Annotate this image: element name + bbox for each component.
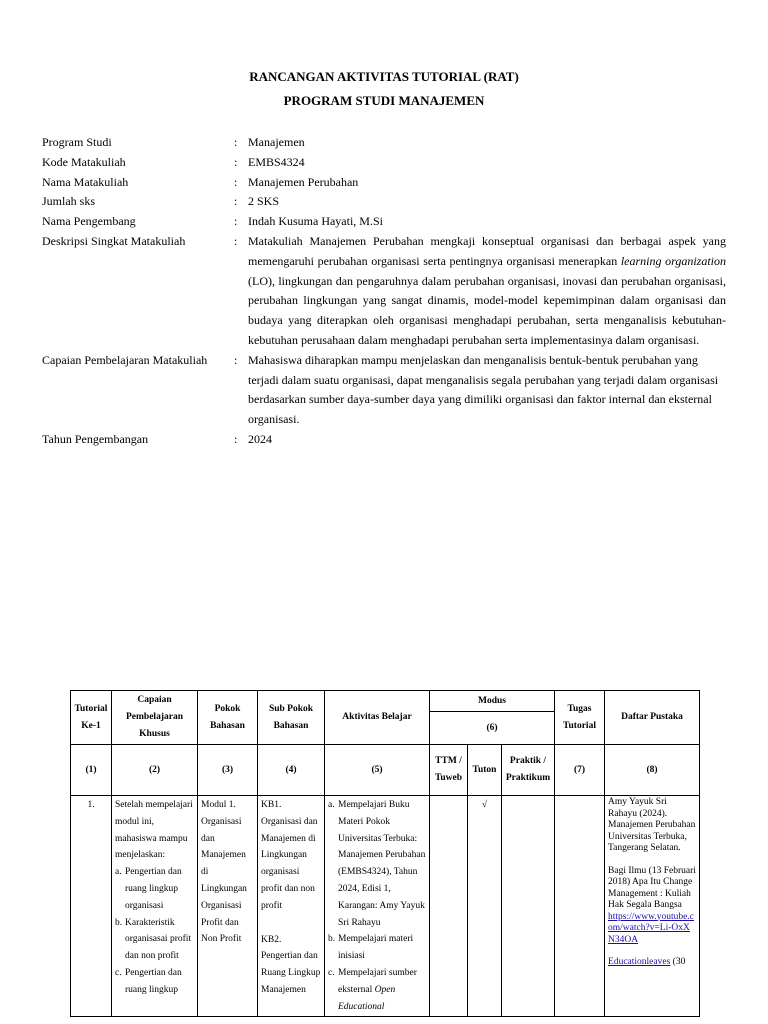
info-value: 2024 [248, 431, 272, 446]
list-marker: a. [115, 867, 122, 878]
list-marker: b. [115, 917, 123, 928]
list-item-text: Mempelajari sumber eksternal [338, 967, 417, 995]
pustaka-link[interactable]: Educationleaves [608, 957, 671, 967]
list-item-text: Pengertian dan ruang lingkup organisasi [125, 867, 182, 911]
list-item [115, 915, 194, 965]
info-colon: : [234, 154, 238, 169]
col-number-8: (8) [605, 745, 700, 796]
header-tugas: Tugas Tutorial [555, 691, 605, 745]
header-modus: Modus [430, 691, 555, 712]
info-label: Nama Pengembang [42, 214, 136, 229]
list-item [328, 931, 426, 965]
cell-tugas [555, 796, 605, 1017]
header-modus-number: (6) [430, 712, 555, 745]
col-number-3: (3) [198, 745, 258, 796]
aktivitas-list [328, 797, 426, 1015]
cell-daftar-pustaka [605, 796, 700, 1017]
list-item [115, 965, 194, 999]
course-info [42, 133, 726, 450]
capaian-list [115, 864, 194, 998]
info-row-capaian [42, 351, 726, 430]
pustaka-link[interactable]: https://www.youtube.com/watch?v=Li-OxXN34OA [608, 911, 694, 945]
cell-pokok-bahasan: Modul 1. Organisasi dan Manajemen di Lingkungan Organisasi Profit dan Non Profit [198, 796, 258, 1017]
col-number-2: (2) [112, 745, 198, 796]
col-number-7: (7) [555, 745, 605, 796]
deskripsi-text: Matakuliah Manajemen Perubahan mengkaji konseptual organisasi dan berbagai aspek yang memengaruhi perubahan organisasi serta pentingnya organisasi menerapkan [248, 233, 726, 268]
col-number-4: (4) [258, 745, 325, 796]
info-value: 2 SKS [248, 194, 280, 209]
capaian-intro: Setelah mempelajari modul ini, mahasiswa mampu menjelaskan: [115, 800, 193, 861]
info-colon: : [234, 194, 238, 209]
info-value: Mahasiswa diharapkan mampu menjelaskan dan menganalisis bentuk-bentuk perubahan yang terjadi dalam suatu organisasi, dapat menganalisis segala perubahan yang terjadi dalam organisasi berdasarkan sumber daya-sumber daya yang dimiliki organisasi dan faktor internal dan eksternal organisasi. [248, 352, 719, 427]
info-row-sks [42, 192, 726, 212]
list-marker: c. [115, 967, 122, 978]
header-sub-pokok-bahasan: Sub Pokok Bahasan [258, 691, 325, 745]
list-item [328, 797, 426, 931]
info-value: Indah Kusuma Hayati, M.Si [248, 214, 383, 229]
header-capaian: Capaian Pembelajaran Khusus [112, 691, 198, 745]
list-marker: a. [328, 800, 335, 810]
info-row-program-studi [42, 133, 726, 153]
info-value: EMBS4324 [248, 154, 305, 169]
col-number-5: (5) [325, 745, 430, 796]
list-item-italic: Open Educational [338, 984, 396, 1012]
table-row [71, 796, 700, 1017]
document-subtitle: PROGRAM STUDI MANAJEMEN [283, 93, 485, 108]
list-item-text: Karakteristik organisasai profit dan non profit [125, 917, 192, 962]
info-row-tahun [42, 430, 726, 450]
info-label: Capaian Pembelajaran Matakuliah [42, 352, 208, 367]
header-pokok-bahasan: Pokok Bahasan [198, 691, 258, 745]
header-ttm: TTM / Tuweb [430, 745, 468, 796]
info-value: Manajemen [248, 135, 305, 149]
info-row-nama-matakuliah [42, 173, 726, 193]
document-title: RANCANGAN AKTIVITAS TUTORIAL (RAT) [249, 69, 519, 84]
sub-pokok-kb1: KB1. Organisasi dan Manajemen di Lingkungan organisasi profit dan non profit [261, 800, 318, 911]
info-label: Tahun Pengembangan [42, 431, 149, 446]
pustaka-entry-text: (30 [670, 957, 686, 967]
cell-sub-pokok-bahasan [258, 796, 325, 1017]
info-label: Kode Matakuliah [42, 154, 126, 169]
tutorial-activity-table [70, 690, 700, 1017]
info-row-deskripsi [42, 232, 726, 351]
pustaka-entry [608, 957, 696, 969]
header-pustaka: Daftar Pustaka [605, 691, 700, 745]
info-value: Manajemen Perubahan [248, 174, 359, 189]
info-colon: : [234, 431, 238, 446]
list-marker: c. [328, 967, 335, 978]
header-tuton: Tuton [468, 745, 502, 796]
info-colon: : [234, 135, 238, 149]
list-item-text: Mempelajari materi inisiasi [338, 934, 414, 962]
sub-pokok-kb2: KB2. Pengertian dan Ruang Lingkup Manajemen [261, 934, 321, 995]
deskripsi-text-cont: (LO), lingkungan dan pengaruhnya dalam perubahan organisasi, inovasi dan perubahan organisasi, perubahan lingkungan yang sangat dinamis, model-model kepemimpinan dalam organisasi dan budaya yang diterapkan oleh organisasi menghadapi perubahan, serta menganalisis kebutuhan-kebutuhan perusahaan dalam menghadapi perubahan serta implementasinya dalam organisasi. [248, 273, 726, 347]
info-colon: : [234, 352, 238, 367]
header-praktik: Praktik / Praktikum [502, 745, 555, 796]
cell-ttm [430, 796, 468, 1017]
header-aktivitas: Aktivitas Belajar [325, 691, 430, 745]
cell-praktik [502, 796, 555, 1017]
info-colon: : [234, 214, 238, 229]
cell-capaian [112, 796, 198, 1017]
cell-tuton-check: √ [468, 796, 502, 1017]
info-label: Jumlah sks [42, 194, 96, 209]
pustaka-entry: Amy Yayuk Sri Rahayu (2024). Manajemen Perubahan Universitas Terbuka, Tangerang Selatan. [608, 797, 696, 853]
deskripsi-italic-term: learning organization [620, 253, 726, 268]
info-colon: : [234, 174, 238, 189]
list-marker: b. [328, 934, 336, 945]
list-item-text: Pengertian dan ruang lingkup [125, 967, 182, 995]
header-tutorial: Tutorial Ke-1 [71, 691, 112, 745]
cell-aktivitas [325, 796, 430, 1017]
col-number-1: (1) [71, 745, 112, 796]
list-item-text: Mempelajari Buku Materi Pokok Universitas Terbuka: Manajemen Perubahan (EMBS4324), Tahun 2024, Edisi 1, Karangan: Amy Yayuk Sri Rahayu [338, 800, 426, 928]
info-label: Program Studi [42, 135, 112, 149]
info-value-deskripsi [248, 232, 726, 351]
list-item [328, 965, 426, 1015]
info-row-pengembang [42, 212, 726, 232]
info-label: Nama Matakuliah [42, 174, 129, 189]
info-colon: : [234, 233, 238, 248]
pustaka-entry: Bagi Ilmu (13 Februari 2018) Apa Itu Change Management : Kuliah Hak Segala Bangsa [608, 865, 696, 910]
cell-tutorial-no: 1. [71, 796, 112, 1017]
info-label: Deskripsi Singkat Matakuliah [42, 233, 186, 248]
list-item [115, 864, 194, 914]
info-row-kode [42, 153, 726, 173]
